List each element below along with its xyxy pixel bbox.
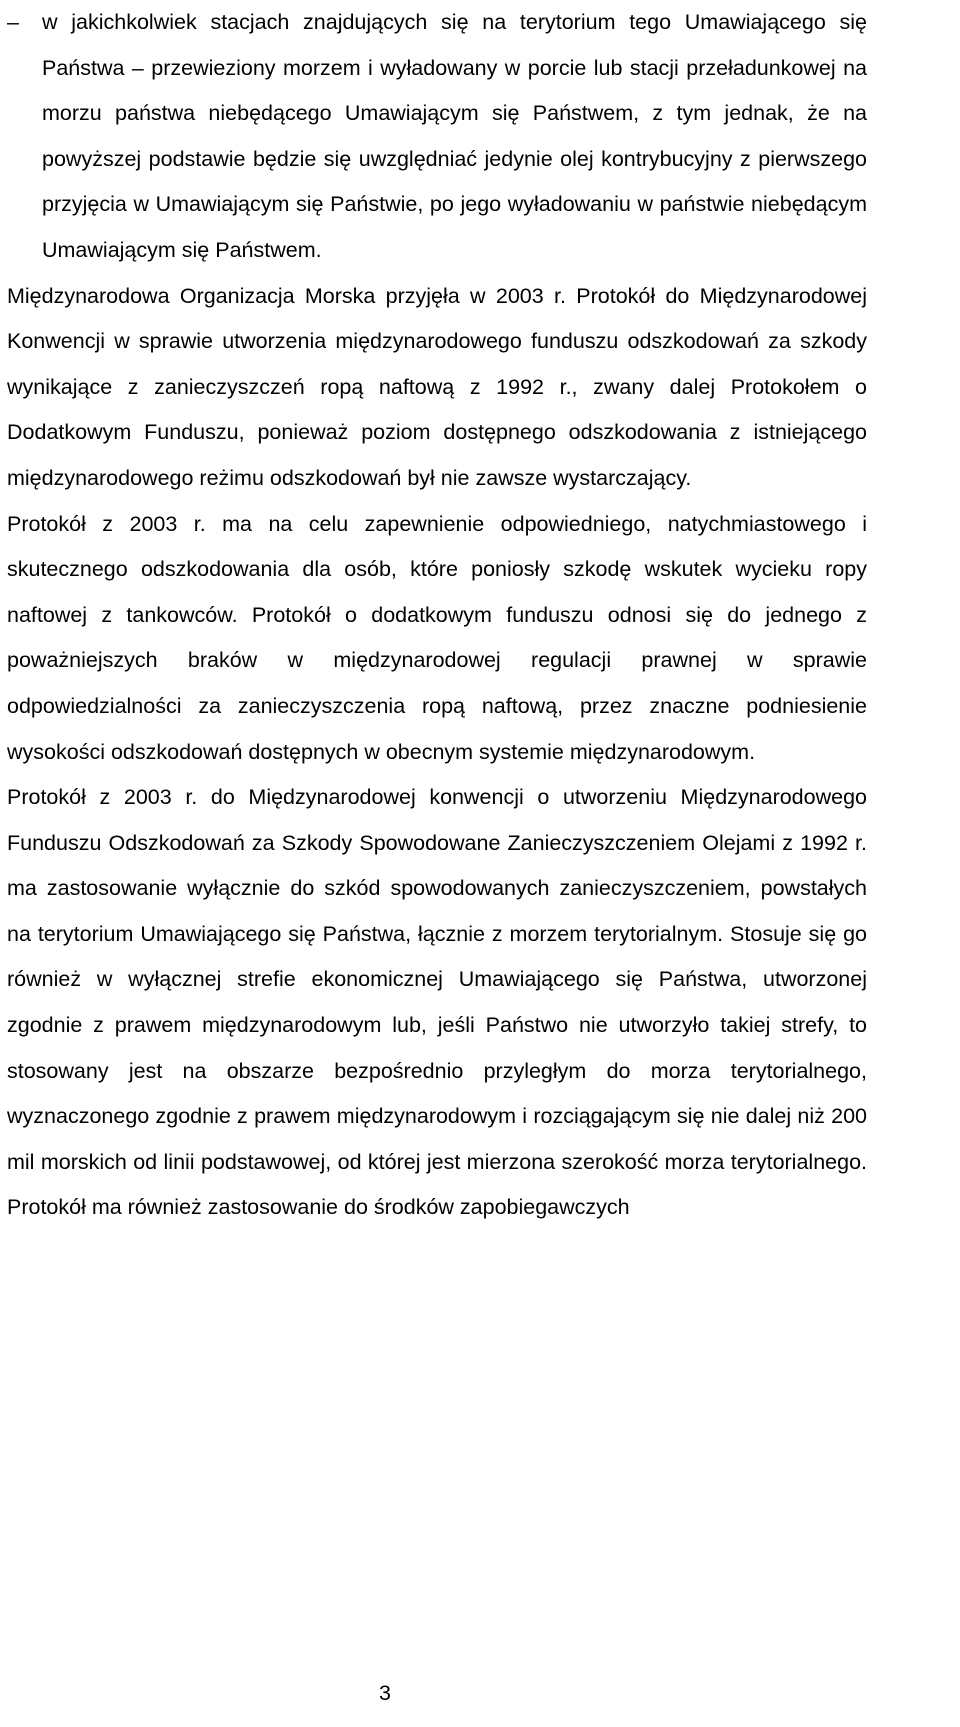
list-item [7,0,867,274]
page-number: 3 [379,1681,391,1705]
paragraph-imo-protocol: Międzynarodowa Organizacja Morska przyjęła w 2003 r. Protokół do Międzynarodowej Konwencji w sprawie utworzenia międzynarodowego funduszu odszkodowań za szkody wynikające z zanieczyszczeń ropą naftową z 1992 r., zwany dalej Protokołem o Dodatkowym Funduszu, ponieważ poziom dostępnego odszkodowania z istniejącego międzynarodowego reżimu odszkodowań był nie zawsze wystarczający. [7,283,867,490]
paragraph-protocol-aim: Protokół z 2003 r. ma na celu zapewnienie odpowiedniego, natychmiastowego i skutecznego odszkodowania dla osób, które poniosły szkodę wskutek wycieku ropy naftowej z tankowców. Protokół o dodatkowym funduszu odnosi się do jednego z poważniejszych braków w międzynarodowej regulacji prawnej w sprawie odpowiedzialności za zanieczyszczenia ropą naftową, przez znaczne podniesienie wysokości odszkodowań dostępnych w obecnym systemie międzynarodowym. [7,511,867,764]
list-item-text: w jakichkolwiek stacjach znajdujących się na terytorium tego Umawiającego się Państwa – przewieziony morzem i wyładowany w porcie lub stacji przeładunkowej na morzu państwa niebędącego Umawiającym się Państwem, z tym jednak, że na powyższej podstawie będzie się uwzględniać jedynie olej kontrybucyjny z pierwszego przyjęcia w Umawiającym się Państwie, po jego wyładowaniu w państwie niebędącym Umawiającym się Państwem. [42,10,867,262]
paragraph-protocol-scope: Protokół z 2003 r. do Międzynarodowej konwencji o utworzeniu Międzynarodowego Funduszu Odszkodowań za Szkody Spowodowane Zanieczyszczeniem Olejami z 1992 r. ma zastosowanie wyłącznie do szkód spowodowanych zanieczyszczeniem, powstałych na terytorium Umawiającego się Państwa, łącznie z morzem terytorialnym. Stosuje się go również w wyłącznej strefie ekonomicznej Umawiającego się Państwa, utworzonej zgodnie z prawem międzynarodowym lub, jeśli Państwo nie utworzyło takiej strefy, to stosowany jest na obszarze bezpośrednio przyległym do morza terytorialnego, wyznaczonego zgodnie z prawem międzynarodowym i rozciągającym się nie dalej niż 200 mil morskich od linii podstawowej, od której jest mierzona szerokość morza terytorialnego. Protokół ma również zastosowanie do środków zapobiegawczych [7,785,867,1220]
dash-bullet: – [7,10,19,34]
document-body [7,0,867,1231]
